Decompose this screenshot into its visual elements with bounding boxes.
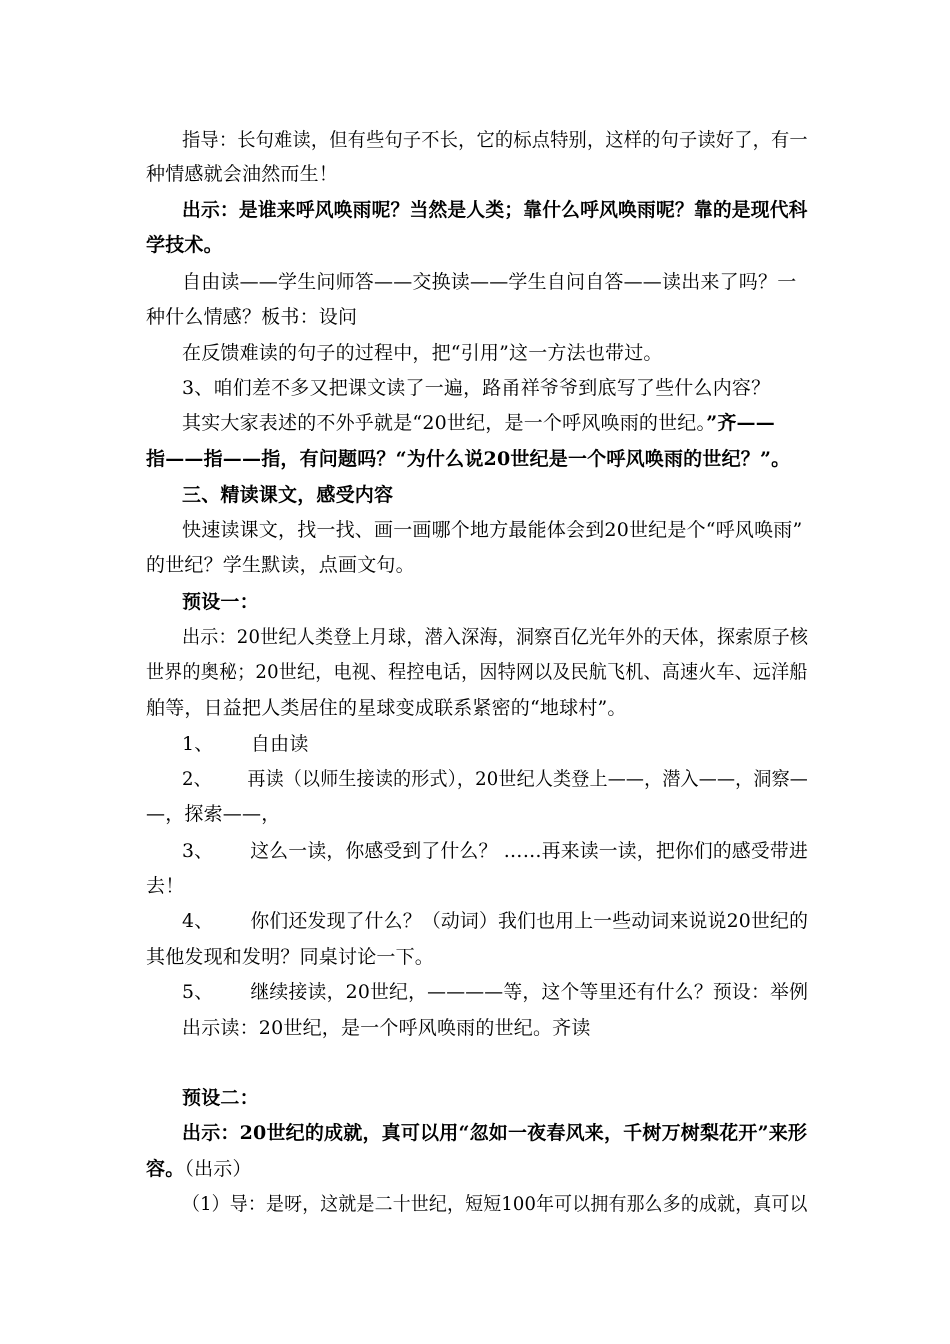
paragraph-line: 其他发现和发明？同桌讨论一下。	[146, 946, 435, 968]
paragraph-line	[146, 1157, 252, 1181]
paragraph-line: 在反馈难读的句子的过程中，把“引用”这一方法也带过。	[182, 342, 663, 364]
paragraph-line: 指——指——指，有问题吗？“为什么说20世纪是一个呼风唤雨的世纪？”。	[146, 448, 791, 470]
line-text-bold: 容。	[146, 1158, 185, 1180]
paragraph-line: 世界的奥秘；20世纪，电视、程控电话，因特网以及民航飞机、高速火车、远洋船	[146, 661, 808, 683]
list-item: 3、 这么一读，你感受到了什么？ ……再来读一读，把你们的感受带进	[182, 840, 808, 862]
paragraph-line: 去！	[146, 875, 185, 897]
list-item: 1、 自由读	[182, 733, 309, 755]
section-heading: 三、精读课文，感受内容	[182, 484, 394, 506]
paragraph-line: 自由读——学生问师答——交换读——学生自问自答——读出来了吗？一	[182, 271, 797, 293]
paragraph-line: —，探索——，	[146, 803, 281, 825]
paragraph-line: 种情感就会油然而生！	[146, 163, 339, 185]
subheading: 预设一：	[182, 591, 259, 613]
paragraph-line: 出示：是谁来呼风唤雨呢？当然是人类；靠什么呼风唤雨呢？靠的是现代科	[182, 199, 808, 221]
paragraph-line: 种什么情感？板书：设问	[146, 306, 358, 328]
paragraph-line: （1）导：是呀，这就是二十世纪，短短100年可以拥有那么多的成就，真可以	[182, 1193, 808, 1215]
paragraph-line: 指导：长句难读，但有些句子不长，它的标点特别，这样的句子读好了，有一	[182, 129, 808, 151]
paragraph-line: 快速读课文，找一找、画一画哪个地方最能体会到20世纪是个“呼风唤雨”	[182, 519, 803, 541]
line-text: 其实大家表述的不外乎就是“20世纪，是一个呼风唤雨的世纪。	[182, 412, 707, 434]
line-text-bold-tail: ”齐——	[706, 412, 775, 434]
subheading: 预设二：	[182, 1087, 259, 1109]
paragraph-line: 舶等，日益把人类居住的星球变成联系紧密的“地球村”。	[146, 697, 627, 719]
list-item: 4、 你们还发现了什么？（动词）我们也用上一些动词来说说20世纪的	[182, 910, 809, 932]
paragraph-line: 学技术。	[146, 234, 223, 256]
paragraph-line	[182, 411, 775, 435]
line-text-tail: （出示）	[184, 1158, 252, 1180]
paragraph-line: 出示读：20世纪，是一个呼风唤雨的世纪。齐读	[182, 1017, 591, 1039]
list-item: 5、 继续接读，20世纪，————等，这个等里还有什么？预设：举例	[182, 981, 809, 1003]
paragraph-line: 的世纪？学生默读，点画文句。	[146, 554, 415, 576]
paragraph-line: 3、咱们差不多又把课文读了一遍，路甬祥爷爷到底写了些什么内容？	[182, 377, 771, 399]
paragraph-line: 出示：20世纪人类登上月球，潜入深海，洞察百亿光年外的天体，探索原子核	[182, 626, 809, 648]
paragraph-line: 出示：20世纪的成就，真可以用“忽如一夜春风来，千树万树梨花开”来形	[182, 1122, 808, 1144]
list-item: 2、 再读（以师生接读的形式），20世纪人类登上——，潜入——，洞察—	[182, 768, 809, 790]
